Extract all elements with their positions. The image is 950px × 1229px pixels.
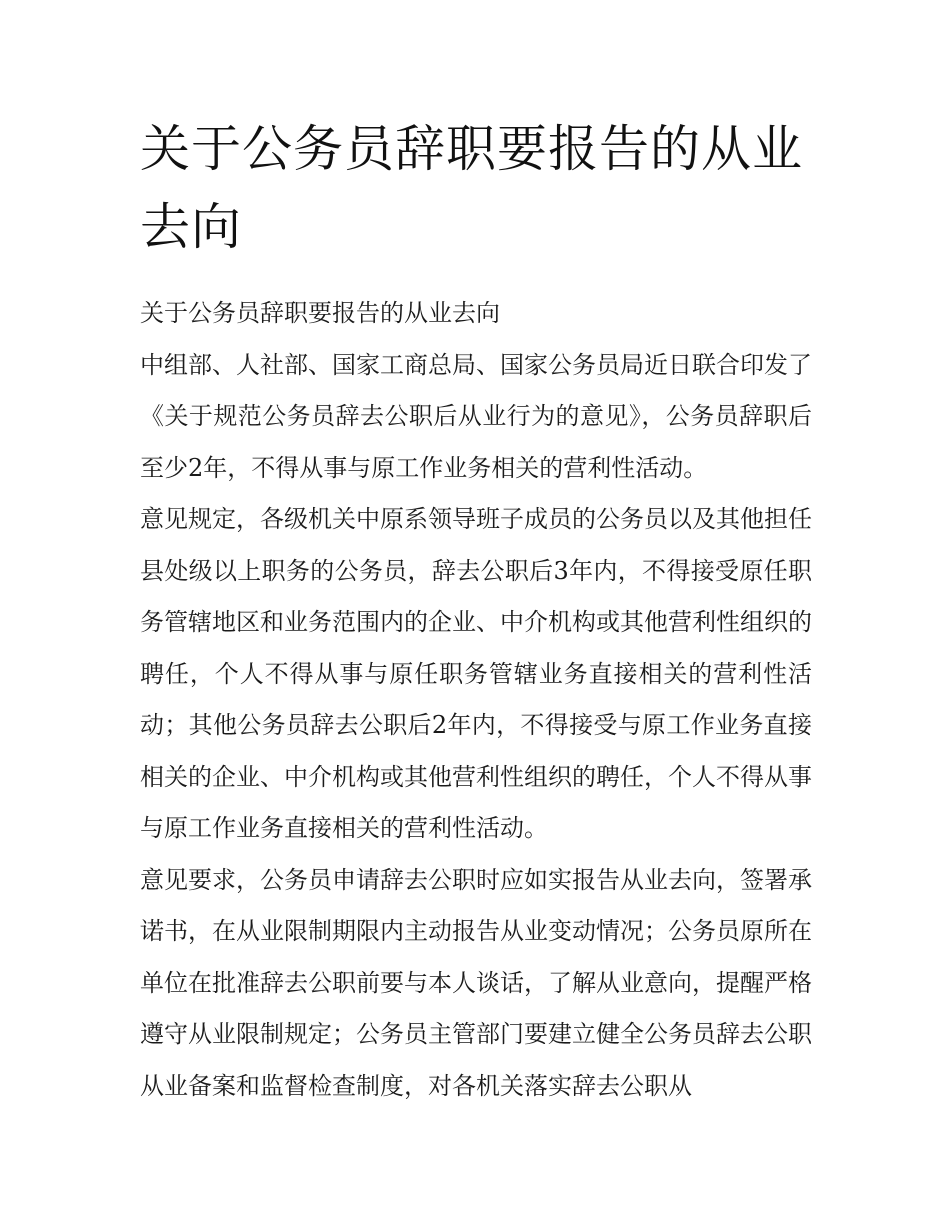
subtitle-paragraph: 关于公务员辞职要报告的从业去向: [140, 299, 500, 327]
body-paragraph-2: 意见规定，各级机关中原系领导班子成员的公务员以及其他担任县处级以上职务的公务员，辞去公职后3年内，不得接受原任职务管辖地区和业务范围内的企业、中介机构或其他营利性组织的聘任，个人不得从事与原任职务管辖业务直接相关的营利性活动；其他公务员辞去公职后2年内，不得接受与原工作业务直接相关的企业、中介机构或其他营利性组织的聘任，个人不得从事与原工作业务直接相关的营利性活动。: [140, 505, 812, 842]
body-paragraph-1: 中组部、人社部、国家工商总局、国家公务员局近日联合印发了《关于规范公务员辞去公职后从业行为的意见》，公务员辞职后至少2年，不得从事与原工作业务相关的营利性活动。: [140, 350, 812, 482]
document-title: 关于公务员辞职要报告的从业去向: [140, 120, 803, 256]
document-page: [140, 110, 812, 1112]
body-paragraph-3: 意见要求，公务员申请辞去公职时应如实报告从业去向，签署承诺书，在从业限制期限内主动报告从业变动情况；公务员原所在单位在批准辞去公职前要与本人谈话，了解从业意向，提醒严格遵守从业限制规定；公务员主管部门要建立健全公务员辞去公职从业备案和监督检查制度，对各机关落实辞去公职从: [140, 865, 812, 1100]
